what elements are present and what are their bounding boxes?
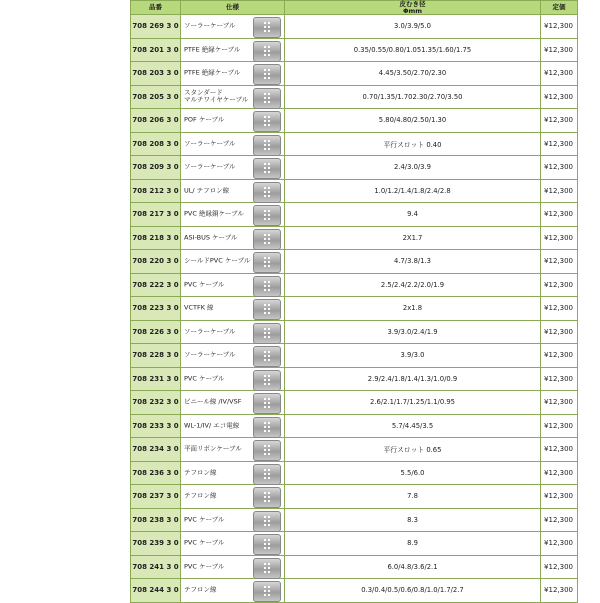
product-code: 708 231 3 0 xyxy=(131,367,181,391)
list-price: ¥12,300 xyxy=(541,273,578,297)
list-price: ¥12,300 xyxy=(541,508,578,532)
table-body xyxy=(131,15,578,603)
stripping-diameter: 2.5/2.4/2.2/2.0/1.9 xyxy=(285,273,541,297)
stripping-blade-icon xyxy=(253,464,281,485)
list-price: ¥12,300 xyxy=(541,38,578,62)
stripping-blade-icon xyxy=(253,64,281,85)
stripping-blade-icon xyxy=(253,370,281,391)
header-row xyxy=(131,1,578,15)
spec-label: WL-1/IV/ エコ電線 xyxy=(184,421,240,429)
product-table xyxy=(130,0,578,603)
spec-cell xyxy=(181,250,285,274)
list-price: ¥12,300 xyxy=(541,461,578,485)
spec-label: スタンダード マルチワイヤケーブル xyxy=(184,88,249,104)
stripping-blade-icon xyxy=(253,41,281,62)
stripping-diameter: 2.9/2.4/1.8/1.4/1.3/1.0/0.9 xyxy=(285,367,541,391)
stripping-blade-icon xyxy=(253,440,281,461)
spec-cell xyxy=(181,273,285,297)
stripping-blade-icon xyxy=(253,229,281,250)
spec-cell xyxy=(181,320,285,344)
spec-label: UL/ テフロン線 xyxy=(184,186,230,194)
spec-cell xyxy=(181,297,285,321)
list-price: ¥12,300 xyxy=(541,391,578,415)
spec-cell xyxy=(181,508,285,532)
list-price: ¥12,300 xyxy=(541,15,578,39)
table-row xyxy=(131,109,578,133)
list-price: ¥12,300 xyxy=(541,250,578,274)
stripping-blade-icon xyxy=(253,135,281,156)
stripping-blade-icon xyxy=(253,111,281,132)
table-row xyxy=(131,250,578,274)
spec-cell xyxy=(181,438,285,462)
spec-label: ソーラーケーブル xyxy=(184,162,236,171)
spec-cell xyxy=(181,579,285,603)
table-row xyxy=(131,555,578,579)
list-price: ¥12,300 xyxy=(541,109,578,133)
table-row xyxy=(131,297,578,321)
stripping-diameter: 8.3 xyxy=(285,508,541,532)
product-table-wrapper xyxy=(130,0,577,603)
spec-cell xyxy=(181,226,285,250)
table-row xyxy=(131,367,578,391)
product-code: 708 236 3 0 xyxy=(131,461,181,485)
header-price: 定価 xyxy=(541,1,578,15)
table-row xyxy=(131,579,578,603)
table-row xyxy=(131,485,578,509)
stripping-diameter: 3.9/3.0 xyxy=(285,344,541,368)
product-code: 708 201 3 0 xyxy=(131,38,181,62)
product-code: 708 203 3 0 xyxy=(131,62,181,86)
list-price: ¥12,300 xyxy=(541,320,578,344)
product-code: 708 209 3 0 xyxy=(131,156,181,180)
list-price: ¥12,300 xyxy=(541,367,578,391)
product-code: 708 212 3 0 xyxy=(131,179,181,203)
spec-label: ソーラーケーブル xyxy=(184,327,236,335)
header-spec: 仕様 xyxy=(181,1,285,15)
spec-label: PVC ケーブル xyxy=(184,515,225,523)
product-code: 708 232 3 0 xyxy=(131,391,181,415)
list-price: ¥12,300 xyxy=(541,179,578,203)
stripping-diameter: 4.45/3.50/2.70/2.30 xyxy=(285,62,541,86)
stripping-diameter: 2x1.8 xyxy=(285,297,541,321)
stripping-blade-icon xyxy=(253,158,281,179)
table-row xyxy=(131,508,578,532)
spec-label: テフロン線 xyxy=(184,491,217,500)
product-code: 708 222 3 0 xyxy=(131,273,181,297)
product-code: 708 239 3 0 xyxy=(131,532,181,556)
spec-label: PVC 絶縁銅ケーブル xyxy=(184,209,244,218)
stripping-diameter: 1.0/1.2/1.4/1.8/2.4/2.8 xyxy=(285,179,541,203)
product-code: 708 205 3 0 xyxy=(131,85,181,109)
product-code: 708 220 3 0 xyxy=(131,250,181,274)
spec-label: ソーラーケーブル xyxy=(184,139,236,147)
stripping-diameter: 平行スロット 0.65 xyxy=(285,438,541,462)
spec-label: ソーラーケーブル xyxy=(184,21,236,30)
stripping-diameter: 9.4 xyxy=(285,203,541,227)
spec-label: PVC ケーブル xyxy=(184,562,225,570)
stripping-blade-icon xyxy=(253,417,281,438)
spec-cell xyxy=(181,179,285,203)
spec-cell xyxy=(181,203,285,227)
table-row xyxy=(131,273,578,297)
stripping-diameter: 7.8 xyxy=(285,485,541,509)
product-code: 708 228 3 0 xyxy=(131,344,181,368)
spec-cell xyxy=(181,38,285,62)
product-code: 708 269 3 0 xyxy=(131,15,181,39)
table-row xyxy=(131,226,578,250)
spec-cell xyxy=(181,367,285,391)
list-price: ¥12,300 xyxy=(541,485,578,509)
stripping-blade-icon xyxy=(253,393,281,414)
spec-cell xyxy=(181,414,285,438)
spec-label: POF ケーブル xyxy=(184,115,225,124)
spec-cell xyxy=(181,555,285,579)
stripping-diameter: 3.9/3.0/2.4/1.9 xyxy=(285,320,541,344)
table-row xyxy=(131,38,578,62)
stripping-blade-icon xyxy=(253,205,281,226)
list-price: ¥12,300 xyxy=(541,438,578,462)
list-price: ¥12,300 xyxy=(541,414,578,438)
stripping-blade-icon xyxy=(253,88,281,109)
spec-label: PVC ケーブル xyxy=(184,280,225,288)
stripping-blade-icon xyxy=(253,299,281,320)
stripping-diameter: 3.0/3.9/5.0 xyxy=(285,15,541,39)
stripping-diameter: 2X1.7 xyxy=(285,226,541,250)
spec-label: PVC ケーブル xyxy=(184,538,225,547)
stripping-diameter: 4.7/3.8/1.3 xyxy=(285,250,541,274)
stripping-blade-icon xyxy=(253,252,281,273)
spec-label: テフロン線 xyxy=(184,468,217,476)
spec-cell xyxy=(181,391,285,415)
list-price: ¥12,300 xyxy=(541,532,578,556)
table-row xyxy=(131,62,578,86)
stripping-diameter: 5.5/6.0 xyxy=(285,461,541,485)
spec-cell xyxy=(181,109,285,133)
table-row xyxy=(131,414,578,438)
table-row xyxy=(131,344,578,368)
spec-label: PTFE 絶縁ケーブル xyxy=(184,68,241,77)
stripping-diameter: 0.35/0.55/0.80/1.051.35/1.60/1.75 xyxy=(285,38,541,62)
spec-label: PVC ケーブル xyxy=(184,374,225,382)
header-code: 品番 xyxy=(131,1,181,15)
list-price: ¥12,300 xyxy=(541,85,578,109)
stripping-blade-icon xyxy=(253,558,281,579)
list-price: ¥12,300 xyxy=(541,297,578,321)
spec-label: シールドPVC ケーブル xyxy=(184,256,251,265)
spec-cell xyxy=(181,344,285,368)
list-price: ¥12,300 xyxy=(541,579,578,603)
stripping-blade-icon xyxy=(253,346,281,367)
list-price: ¥12,300 xyxy=(541,226,578,250)
stripping-diameter: 5.80/4.80/2.50/1.30 xyxy=(285,109,541,133)
table-row xyxy=(131,532,578,556)
spec-cell xyxy=(181,156,285,180)
table-row xyxy=(131,85,578,109)
spec-label: ASI-BUS ケーブル xyxy=(184,233,238,241)
list-price: ¥12,300 xyxy=(541,203,578,227)
spec-cell xyxy=(181,132,285,156)
table-row xyxy=(131,391,578,415)
header-diameter-line2: Φmm xyxy=(402,6,423,15)
header-diameter-line1: 皮むき径 xyxy=(399,0,426,8)
product-code: 708 208 3 0 xyxy=(131,132,181,156)
stripping-blade-icon xyxy=(253,276,281,297)
product-code: 708 244 3 0 xyxy=(131,579,181,603)
header-diameter xyxy=(285,1,541,15)
stripping-diameter: 8.9 xyxy=(285,532,541,556)
stripping-diameter: 2.4/3.0/3.9 xyxy=(285,156,541,180)
spec-label: 平面リボンケーブル xyxy=(184,444,242,453)
spec-label: ソーラーケーブル xyxy=(184,350,236,359)
list-price: ¥12,300 xyxy=(541,555,578,579)
spec-cell xyxy=(181,62,285,86)
table-row xyxy=(131,15,578,39)
stripping-blade-icon xyxy=(253,511,281,532)
spec-cell xyxy=(181,15,285,39)
stripping-diameter: 6.0/4.8/3.6/2.1 xyxy=(285,555,541,579)
table-row xyxy=(131,179,578,203)
stripping-diameter: 5.7/4.45/3.5 xyxy=(285,414,541,438)
product-code: 708 241 3 0 xyxy=(131,555,181,579)
list-price: ¥12,300 xyxy=(541,62,578,86)
table-row xyxy=(131,132,578,156)
list-price: ¥12,300 xyxy=(541,132,578,156)
spec-label: PTFE 絶縁ケーブル xyxy=(184,45,241,53)
table-row xyxy=(131,438,578,462)
product-code: 708 237 3 0 xyxy=(131,485,181,509)
spec-cell xyxy=(181,532,285,556)
list-price: ¥12,300 xyxy=(541,156,578,180)
table-row xyxy=(131,203,578,227)
stripping-diameter: 0.70/1.35/1.702.30/2.70/3.50 xyxy=(285,85,541,109)
stripping-blade-icon xyxy=(253,487,281,508)
list-price: ¥12,300 xyxy=(541,344,578,368)
stripping-diameter: 平行スロット 0.40 xyxy=(285,132,541,156)
product-code: 708 233 3 0 xyxy=(131,414,181,438)
stripping-blade-icon xyxy=(253,17,281,38)
product-code: 708 217 3 0 xyxy=(131,203,181,227)
product-code: 708 206 3 0 xyxy=(131,109,181,133)
stripping-diameter: 0.3/0.4/0.5/0.6/0.8/1.0/1.7/2.7 xyxy=(285,579,541,603)
table-row xyxy=(131,461,578,485)
stripping-blade-icon xyxy=(253,581,281,602)
product-code: 708 226 3 0 xyxy=(131,320,181,344)
product-code: 708 223 3 0 xyxy=(131,297,181,321)
stripping-blade-icon xyxy=(253,534,281,555)
product-code: 708 234 3 0 xyxy=(131,438,181,462)
spec-label: VCTFK 線 xyxy=(184,303,214,312)
spec-cell xyxy=(181,485,285,509)
stripping-blade-icon xyxy=(253,323,281,344)
spec-label: テフロン線 xyxy=(184,585,217,594)
spec-cell xyxy=(181,85,285,109)
product-code: 708 218 3 0 xyxy=(131,226,181,250)
spec-cell xyxy=(181,461,285,485)
table-row xyxy=(131,156,578,180)
stripping-blade-icon xyxy=(253,182,281,203)
product-code: 708 238 3 0 xyxy=(131,508,181,532)
spec-label: ビニール線 /IV/VSF xyxy=(184,397,242,406)
stripping-diameter: 2.6/2.1/1.7/1.25/1.1/0.95 xyxy=(285,391,541,415)
table-row xyxy=(131,320,578,344)
